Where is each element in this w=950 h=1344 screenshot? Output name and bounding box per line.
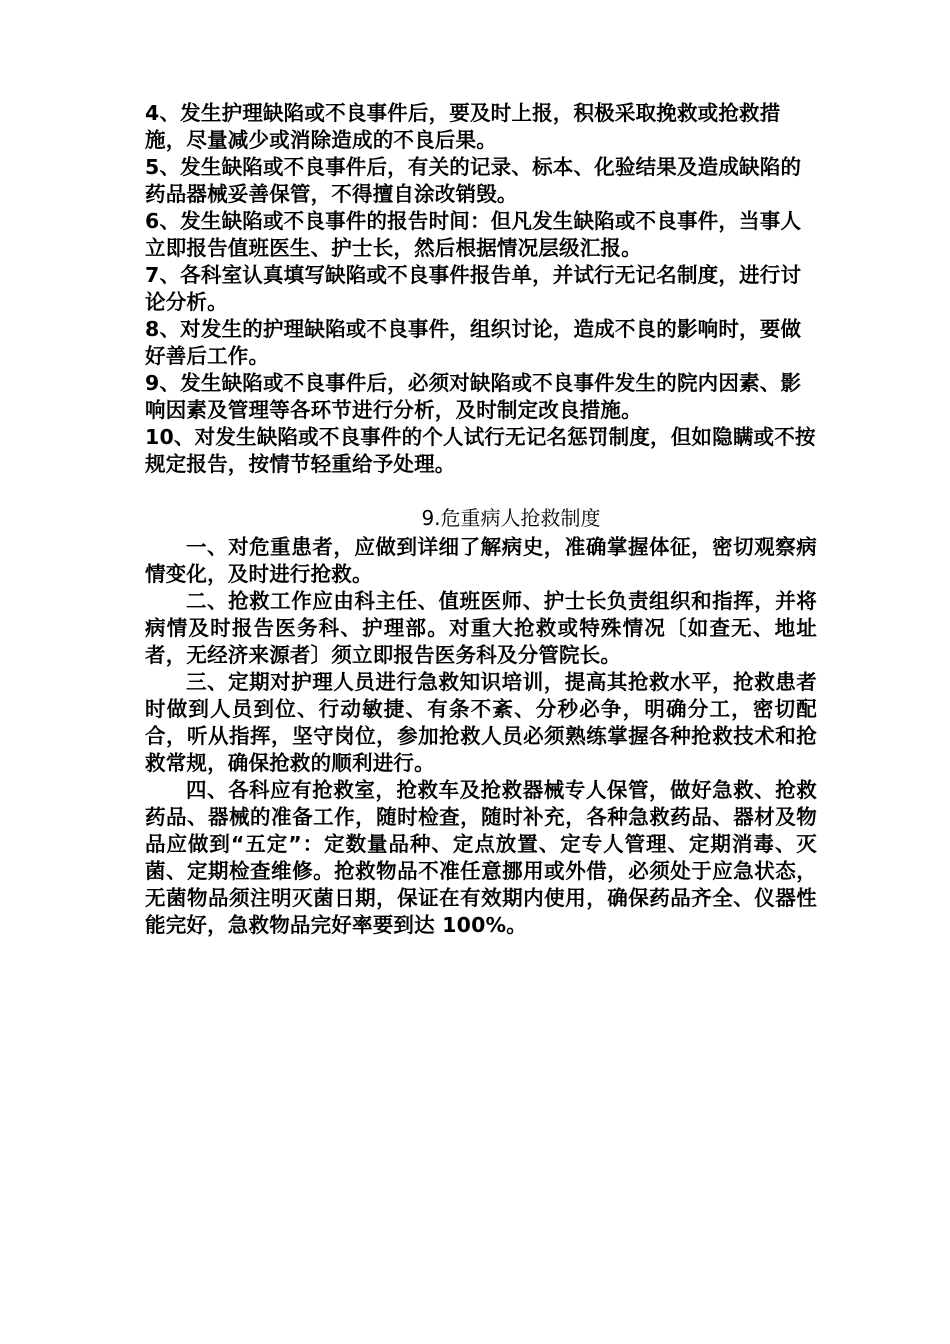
document-page <box>145 100 817 939</box>
list-item-8: 8、对发生的护理缺陷或不良事件，组织讨论，造成不良的影响时，要做好善后工作。 <box>145 317 802 368</box>
section-paragraph-4: 四、各科应有抢救室，抢救车及抢救器械专人保管，做好急救、抢救药品、器械的准备工作，随时检查，随时补充，各种急救药品、器材及物品应做到“五定”：定数量品种、定点放置、定专人管理、定期消毒、灭菌、定期检查维修。抢救物品不准任意挪用或外借，必须处于应急状态，无菌物品须注明灭菌日期，保证在有效期内使用，确保药品齐全、仪器性能完好，急救物品完好率要到达 100%。 <box>145 778 817 937</box>
list-item-6: 6、发生缺陷或不良事件的报告时间：但凡发生缺陷或不良事件，当事人立即报告值班医生、护士长，然后根据情况层级汇报。 <box>145 209 802 260</box>
list-item-4: 4、发生护理缺陷或不良事件后，要及时上报，积极采取挽救或抢救措施，尽量减少或消除造成的不良后果。 <box>145 101 781 152</box>
section-paragraph-3: 三、定期对护理人员进行急救知识培训，提高其抢救水平，抢救患者时做到人员到位、行动敏捷、有条不紊、分秒必争，明确分工，密切配合，听从指挥，坚守岗位，参加抢救人员必须熟练掌握各种抢救技术和抢救常规，确保抢救的顺利进行。 <box>145 670 817 775</box>
section-paragraph-1: 一、对危重患者，应做到详细了解病史，准确掌握体征，密切观察病情变化，及时进行抢救。 <box>145 535 817 586</box>
list-item-7: 7、各科室认真填写缺陷或不良事件报告单，并试行无记名制度，进行讨论分析。 <box>145 263 802 314</box>
list-item-9: 9、发生缺陷或不良事件后，必须对缺陷或不良事件发生的院内因素、影响因素及管理等各环节进行分析，及时制定改良措施。 <box>145 371 802 422</box>
list-item-10: 10、对发生缺陷或不良事件的个人试行无记名惩罚制度，但如隐瞒或不按规定报告，按情节轻重给予处理。 <box>145 425 816 476</box>
list-item-5: 5、发生缺陷或不良事件后，有关的记录、标本、化验结果及造成缺陷的药品器械妥善保管，不得擅自涂改销毁。 <box>145 155 802 206</box>
section-paragraph-2: 二、抢救工作应由科主任、值班医师、护士长负责组织和指挥，并将病情及时报告医务科、护理部。对重大抢救或特殊情况〔如查无、地址者，无经济来源者〕须立即报告医务科及分管院长。 <box>145 589 817 667</box>
section-title: 9.危重病人抢救制度 <box>421 506 601 530</box>
